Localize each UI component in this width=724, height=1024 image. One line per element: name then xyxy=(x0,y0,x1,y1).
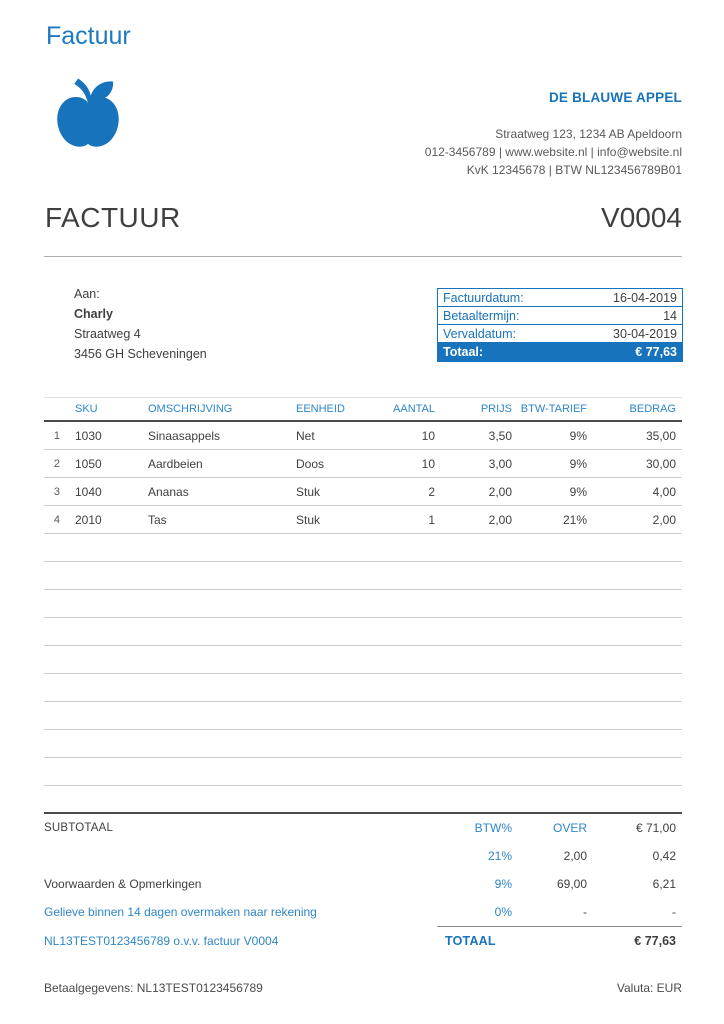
cell-omschrijving: Sinaasappels xyxy=(148,428,221,443)
cell-aantal: 1 xyxy=(428,512,435,527)
table-row-empty xyxy=(44,702,682,730)
table-row-empty xyxy=(44,590,682,618)
col-header-prijs: PRIJS xyxy=(480,403,512,415)
table-row-empty xyxy=(44,646,682,674)
table-row-empty xyxy=(44,730,682,758)
cell-eenheid: Net xyxy=(296,428,315,443)
vat-base: - xyxy=(583,905,587,919)
cell-eenheid: Stuk xyxy=(296,484,321,499)
cell-sku: 2010 xyxy=(75,512,102,527)
table-row-empty xyxy=(44,758,682,786)
cell-sku: 1030 xyxy=(75,428,102,443)
cell-aantal: 2 xyxy=(428,484,435,499)
row-number: 1 xyxy=(53,429,60,442)
vat-base: 69,00 xyxy=(556,877,587,891)
vat-rate: 0% xyxy=(494,905,512,919)
cell-btw: 9% xyxy=(569,484,587,499)
recipient-street: Straatweg 4 xyxy=(74,327,141,341)
cell-aantal: 10 xyxy=(421,456,435,471)
subtotaal-label: SUBTOTAAL xyxy=(44,822,114,834)
company-address-line3: KvK 12345678 | BTW NL123456789B01 xyxy=(466,163,682,177)
terms-heading: Voorwaarden & Opmerkingen xyxy=(44,877,202,891)
vat-row xyxy=(44,898,682,926)
col-header-btw-tarief: BTW-TARIEF xyxy=(520,403,587,415)
cell-sku: 1050 xyxy=(75,456,102,471)
cell-sku: 1040 xyxy=(75,484,102,499)
row-number: 3 xyxy=(53,485,60,498)
table-row-empty xyxy=(44,674,682,702)
document-title: FACTUUR xyxy=(45,202,181,233)
invoice-number: V0004 xyxy=(601,202,682,233)
payment-details: Betaalgegevens: NL13TEST0123456789 xyxy=(44,981,263,995)
cell-bedrag: 30,00 xyxy=(645,456,676,471)
table-row xyxy=(44,422,682,450)
table-row-empty xyxy=(44,534,682,562)
recipient-name: Charly xyxy=(74,307,113,321)
cell-btw: 21% xyxy=(562,512,587,527)
cell-bedrag: 4,00 xyxy=(652,484,676,499)
recipient-city: 3456 GH Scheveningen xyxy=(74,347,207,361)
cell-prijs: 3,50 xyxy=(488,428,512,443)
totals-section xyxy=(44,812,682,955)
cell-eenheid: Stuk xyxy=(296,512,321,527)
table-row-empty xyxy=(44,562,682,590)
row-number: 4 xyxy=(53,513,60,526)
col-header-aantal: AANTAL xyxy=(393,403,435,415)
header-divider xyxy=(44,256,682,257)
company-name: DE BLAUWE APPEL xyxy=(548,90,682,105)
vat-amount: 6,21 xyxy=(652,877,676,891)
subtotaal-amount: € 71,00 xyxy=(635,821,676,835)
vat-amount: 0,42 xyxy=(652,849,676,863)
currency: Valuta: EUR xyxy=(616,981,682,995)
btw-percent-header: BTW% xyxy=(474,821,512,835)
meta-row-totaal-highlight xyxy=(438,343,682,361)
meta-row-betaaltermijn xyxy=(438,307,682,325)
cell-prijs: 2,00 xyxy=(488,512,512,527)
vat-rate: 9% xyxy=(494,877,512,891)
table-row xyxy=(44,506,682,534)
meta-row-factuurdatum xyxy=(438,289,682,307)
vat-rate: 21% xyxy=(487,849,512,863)
vat-base: 2,00 xyxy=(563,849,587,863)
recipient-label: Aan: xyxy=(74,287,100,301)
page-title: Factuur xyxy=(46,22,131,50)
totaal-label: TOTAAL xyxy=(445,934,496,948)
col-header-omschrijving: OMSCHRIJVING xyxy=(148,403,233,415)
company-address xyxy=(425,125,682,179)
vat-amount: - xyxy=(672,905,676,919)
table-row-empty xyxy=(44,618,682,646)
company-block xyxy=(425,90,682,179)
meta-row-vervaldatum xyxy=(438,325,682,343)
invoice-meta-box xyxy=(437,288,683,362)
items-table-header xyxy=(44,397,682,422)
col-header-eenheid: EENHEID xyxy=(296,403,345,415)
total-row xyxy=(44,927,682,955)
meta-label: Betaaltermijn: xyxy=(443,308,520,323)
meta-label: Totaal: xyxy=(443,345,484,359)
cell-omschrijving: Aardbeien xyxy=(148,456,203,471)
company-address-line2: 012-3456789 | www.website.nl | info@website.nl xyxy=(424,145,682,159)
table-row xyxy=(44,478,682,506)
company-address-line1: Straatweg 123, 1234 AB Apeldoorn xyxy=(495,127,682,141)
cell-omschrijving: Tas xyxy=(148,512,167,527)
row-number: 2 xyxy=(53,457,60,470)
col-header-bedrag: BEDRAG xyxy=(629,403,676,415)
vat-row xyxy=(44,842,682,870)
apple-logo-icon xyxy=(50,74,126,150)
meta-value: 14 xyxy=(663,308,677,323)
cell-aantal: 10 xyxy=(421,428,435,443)
meta-label: Factuurdatum: xyxy=(443,290,524,305)
meta-value: 30-04-2019 xyxy=(613,326,677,341)
subtotal-row xyxy=(44,814,682,842)
cell-btw: 9% xyxy=(569,428,587,443)
page-footer xyxy=(44,981,682,995)
recipient-block xyxy=(74,284,207,364)
col-header-sku: SKU xyxy=(75,403,98,415)
cell-prijs: 2,00 xyxy=(488,484,512,499)
table-row xyxy=(44,450,682,478)
meta-value: € 77,63 xyxy=(635,345,677,359)
vat-row xyxy=(44,870,682,898)
cell-omschrijving: Ananas xyxy=(148,484,189,499)
meta-label: Vervaldatum: xyxy=(443,326,516,341)
items-table xyxy=(44,397,682,786)
totaal-amount: € 77,63 xyxy=(634,934,676,948)
over-header: OVER xyxy=(552,821,587,835)
cell-eenheid: Doos xyxy=(296,456,325,471)
cell-btw: 9% xyxy=(569,456,587,471)
cell-bedrag: 2,00 xyxy=(652,512,676,527)
payment-reference: NL13TEST0123456789 o.v.v. factuur V0004 xyxy=(44,934,279,948)
cell-prijs: 3,00 xyxy=(488,456,512,471)
meta-value: 16-04-2019 xyxy=(613,290,677,305)
payment-instruction: Gelieve binnen 14 dagen overmaken naar rekening xyxy=(44,905,317,919)
cell-bedrag: 35,00 xyxy=(645,428,676,443)
